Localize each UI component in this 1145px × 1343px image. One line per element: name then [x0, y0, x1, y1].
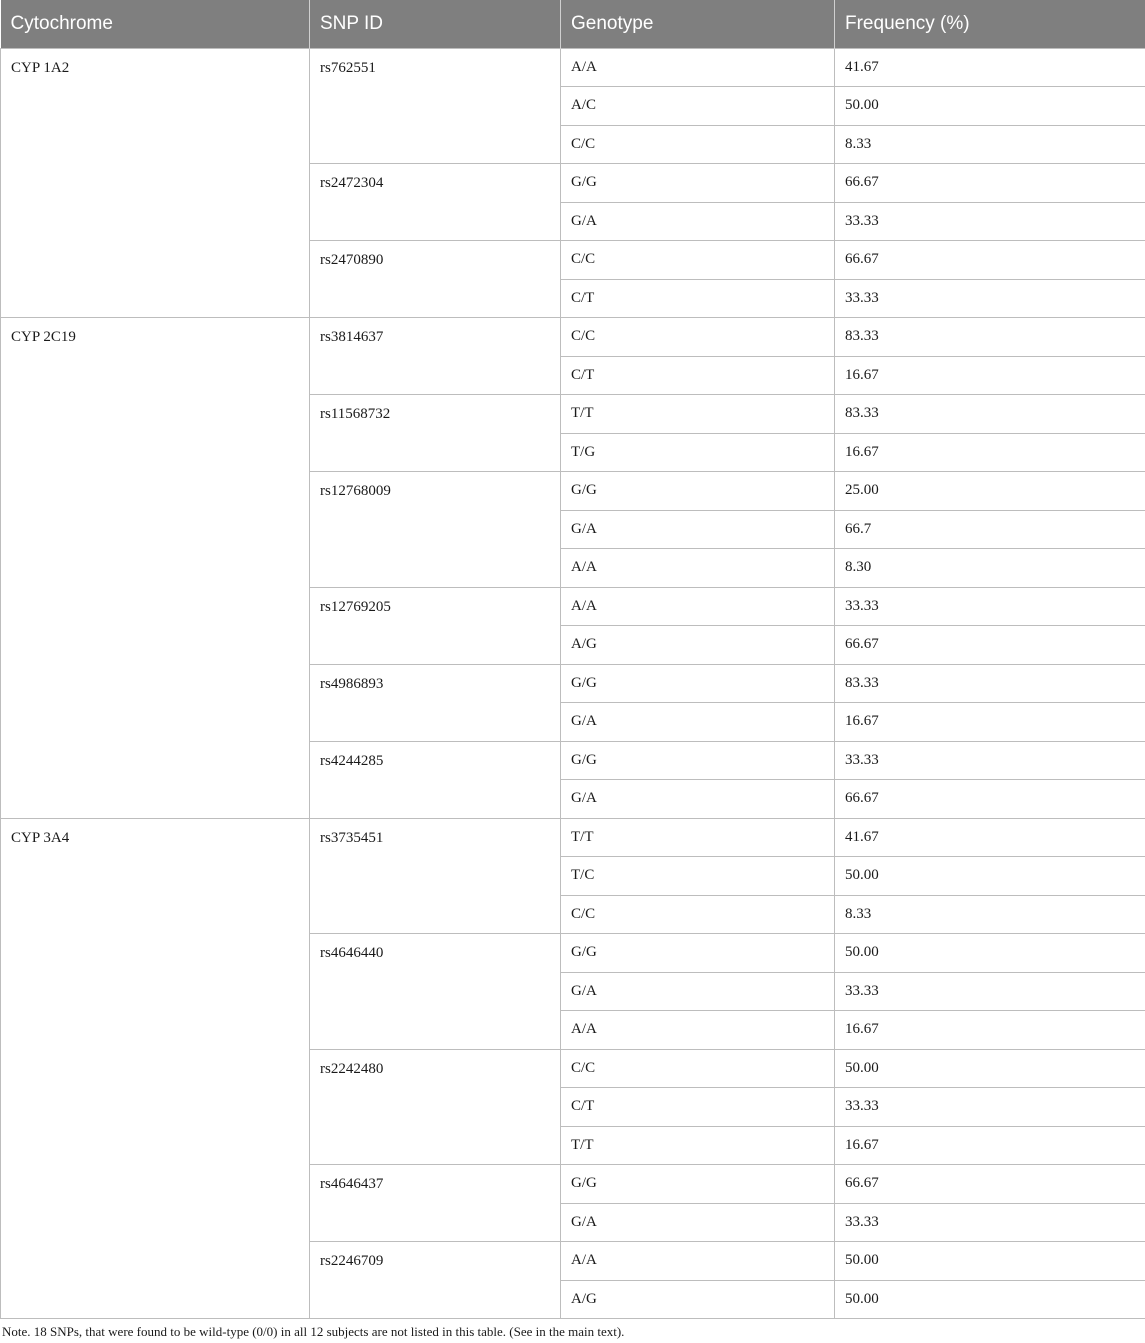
table-row [1, 818, 1145, 857]
frequency-cell: 8.33 [835, 125, 1145, 164]
frequency-cell: 16.67 [835, 1011, 1145, 1050]
snp-id-cell: rs762551 [310, 48, 561, 164]
frequency-cell: 41.67 [835, 48, 1145, 87]
snp-id-cell: rs2470890 [310, 241, 561, 318]
genotype-cell: C/C [561, 125, 835, 164]
snp-id-cell: rs4646437 [310, 1165, 561, 1242]
frequency-cell: 66.67 [835, 626, 1145, 665]
genotype-cell: G/G [561, 934, 835, 973]
table-row [1, 318, 1145, 357]
frequency-cell: 41.67 [835, 818, 1145, 857]
genotype-cell: A/C [561, 87, 835, 126]
genotype-cell: A/A [561, 48, 835, 87]
cytochrome-cell: CYP 2C19 [1, 318, 310, 819]
frequency-cell: 50.00 [835, 1049, 1145, 1088]
genotype-cell: C/C [561, 241, 835, 280]
frequency-cell: 66.67 [835, 1165, 1145, 1204]
frequency-cell: 16.67 [835, 433, 1145, 472]
table-note: Note. 18 SNPs, that were found to be wild-type (0/0) in all 12 subjects are not listed in this table. (See in the main text). [2, 1324, 625, 1339]
frequency-cell: 33.33 [835, 202, 1145, 241]
genotype-cell: C/T [561, 356, 835, 395]
frequency-cell: 50.00 [835, 857, 1145, 896]
genotype-cell: C/T [561, 279, 835, 318]
cytochrome-cell: CYP 1A2 [1, 48, 310, 318]
genotype-cell: A/A [561, 1242, 835, 1281]
frequency-cell: 50.00 [835, 87, 1145, 126]
frequency-cell: 83.33 [835, 318, 1145, 357]
genotype-cell: G/A [561, 972, 835, 1011]
genotype-cell: G/A [561, 202, 835, 241]
genotype-cell: A/G [561, 1280, 835, 1319]
genotype-cell: T/T [561, 818, 835, 857]
frequency-cell: 66.67 [835, 164, 1145, 203]
genotype-cell: G/A [561, 703, 835, 742]
genotype-cell: G/G [561, 664, 835, 703]
frequency-cell: 50.00 [835, 934, 1145, 973]
header-row [1, 0, 1145, 48]
frequency-cell: 33.33 [835, 972, 1145, 1011]
snp-id-cell: rs3735451 [310, 818, 561, 934]
frequency-cell: 66.7 [835, 510, 1145, 549]
genotype-cell: T/G [561, 433, 835, 472]
cytochrome-cell: CYP 3A4 [1, 818, 310, 1319]
frequency-cell: 50.00 [835, 1280, 1145, 1319]
frequency-cell: 66.67 [835, 780, 1145, 819]
genotype-cell: T/C [561, 857, 835, 896]
header-cytochrome: Cytochrome [1, 0, 310, 48]
genotype-cell: A/A [561, 549, 835, 588]
genotype-cell: G/G [561, 741, 835, 780]
genotype-cell: C/T [561, 1088, 835, 1127]
table-header [1, 0, 1145, 48]
frequency-cell: 33.33 [835, 279, 1145, 318]
table-row [1, 48, 1145, 87]
genotype-cell: G/G [561, 1165, 835, 1204]
snp-id-cell: rs2242480 [310, 1049, 561, 1165]
snp-id-cell: rs2472304 [310, 164, 561, 241]
snp-id-cell: rs12769205 [310, 587, 561, 664]
frequency-cell: 8.33 [835, 895, 1145, 934]
genotype-cell: T/T [561, 1126, 835, 1165]
snp-id-cell: rs3814637 [310, 318, 561, 395]
frequency-cell: 83.33 [835, 664, 1145, 703]
frequency-cell: 83.33 [835, 395, 1145, 434]
table-body [1, 48, 1145, 1319]
frequency-cell: 16.67 [835, 703, 1145, 742]
snp-id-cell: rs11568732 [310, 395, 561, 472]
snp-id-cell: rs4986893 [310, 664, 561, 741]
genotype-cell: G/G [561, 164, 835, 203]
frequency-cell: 33.33 [835, 1203, 1145, 1242]
snp-id-cell: rs2246709 [310, 1242, 561, 1319]
frequency-cell: 8.30 [835, 549, 1145, 588]
frequency-cell: 66.67 [835, 241, 1145, 280]
frequency-cell: 25.00 [835, 472, 1145, 511]
header-snp-id: SNP ID [310, 0, 561, 48]
genotype-cell: T/T [561, 395, 835, 434]
frequency-cell: 16.67 [835, 356, 1145, 395]
snp-id-cell: rs4646440 [310, 934, 561, 1050]
genotype-cell: A/A [561, 587, 835, 626]
snp-id-cell: rs4244285 [310, 741, 561, 818]
genotype-cell: C/C [561, 1049, 835, 1088]
genotype-cell: C/C [561, 318, 835, 357]
frequency-cell: 33.33 [835, 1088, 1145, 1127]
header-genotype: Genotype [561, 0, 835, 48]
genotype-cell: A/A [561, 1011, 835, 1050]
genotype-cell: G/G [561, 472, 835, 511]
frequency-cell: 33.33 [835, 741, 1145, 780]
genotype-cell: C/C [561, 895, 835, 934]
genotype-cell: G/A [561, 780, 835, 819]
snp-id-cell: rs12768009 [310, 472, 561, 588]
genotype-cell: G/A [561, 510, 835, 549]
genotype-cell: G/A [561, 1203, 835, 1242]
frequency-cell: 33.33 [835, 587, 1145, 626]
genotype-cell: A/G [561, 626, 835, 665]
frequency-cell: 50.00 [835, 1242, 1145, 1281]
frequency-cell: 16.67 [835, 1126, 1145, 1165]
header-frequency: Frequency (%) [835, 0, 1145, 48]
